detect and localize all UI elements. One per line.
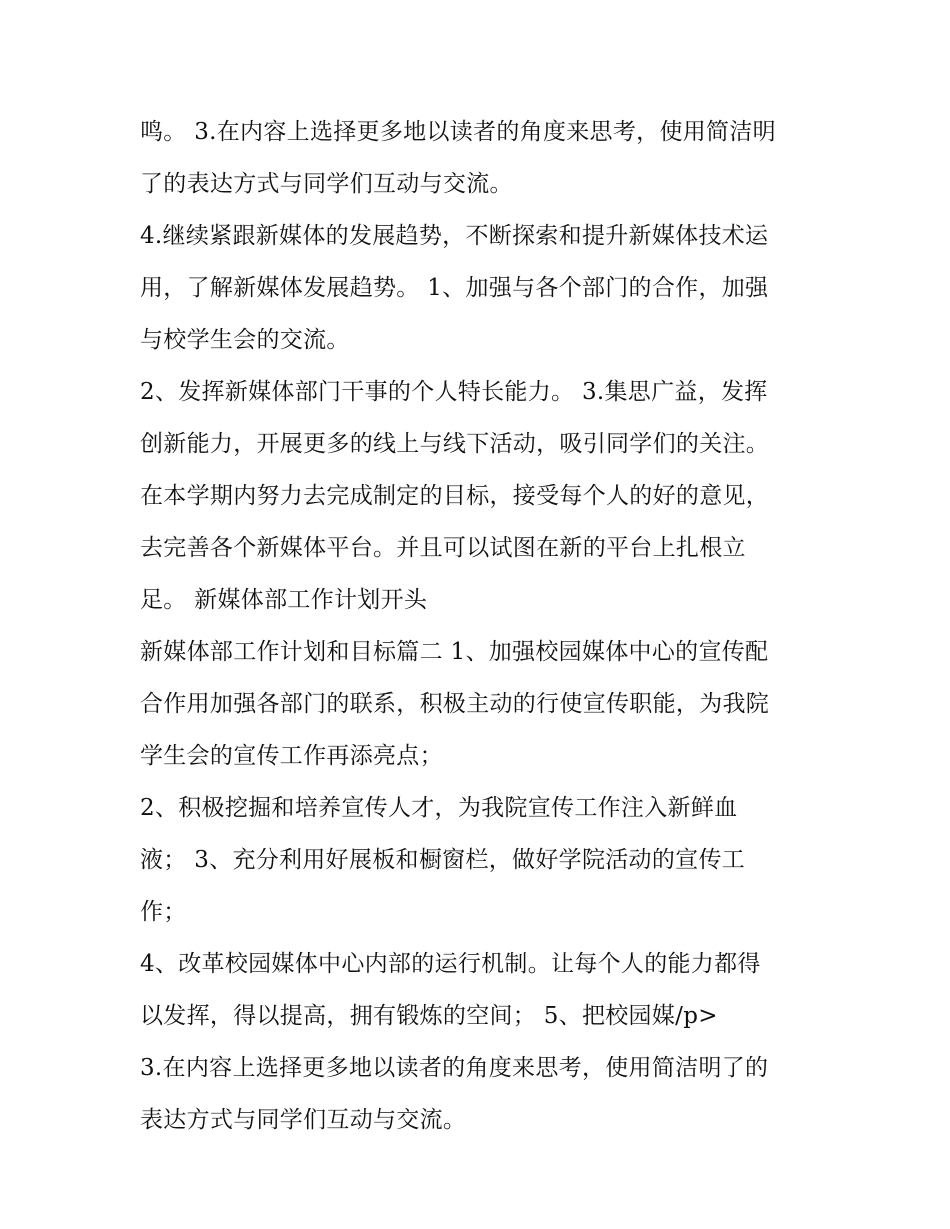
text-line: 新媒体部工作计划和目标篇二 1、加强校园媒体中心的宣传配 bbox=[140, 639, 769, 665]
text-line: 2、发挥新媒体部门干事的个人特长能力。 3.集思广益，发挥 bbox=[140, 379, 768, 405]
text-line: 4.继续紧跟新媒体的发展趋势，不断探索和提升新媒体技术运 bbox=[140, 223, 769, 249]
text-line: 了的表达方式与同学们互动与交流。 bbox=[140, 171, 513, 197]
text-line: 以发挥，得以提高，拥有锻炼的空间； 5、把校园媒/p> bbox=[140, 1003, 718, 1029]
text-line: 表达方式与同学们互动与交流。 bbox=[140, 1107, 467, 1133]
text-line: 液； 3、充分利用好展板和橱窗栏，做好学院活动的宣传工 bbox=[140, 847, 746, 873]
text-line: 合作用加强各部门的联系，积极主动的行使宣传职能，为我院 bbox=[140, 691, 770, 717]
text-line: 2、积极挖掘和培养宣传人才，为我院宣传工作注入新鲜血 bbox=[140, 795, 738, 821]
text-line: 4、改革校园媒体中心内部的运行机制。让每个人的能力都得 bbox=[140, 951, 761, 977]
text-line: 3.在内容上选择更多地以读者的角度来思考，使用简洁明了的 bbox=[140, 1055, 769, 1081]
text-line: 去完善各个新媒体平台。并且可以试图在新的平台上扎根立 bbox=[140, 535, 746, 561]
text-line: 创新能力，开展更多的线上与线下活动，吸引同学们的关注。 bbox=[140, 431, 770, 457]
document-body bbox=[140, 106, 820, 1146]
text-line: 鸣。 3.在内容上选择更多地以读者的角度来思考，使用简洁明 bbox=[140, 119, 776, 145]
text-line: 与校学生会的交流。 bbox=[140, 327, 350, 353]
text-line: 作； bbox=[140, 899, 187, 925]
text-line: 用，了解新媒体发展趋势。 1、加强与各个部门的合作，加强 bbox=[140, 275, 769, 301]
text-line: 学生会的宣传工作再添亮点； bbox=[140, 743, 443, 769]
text-line: 足。 新媒体部工作计划开头 bbox=[140, 587, 428, 613]
text-line: 在本学期内努力去完成制定的目标，接受每个人的好的意见， bbox=[140, 483, 770, 509]
